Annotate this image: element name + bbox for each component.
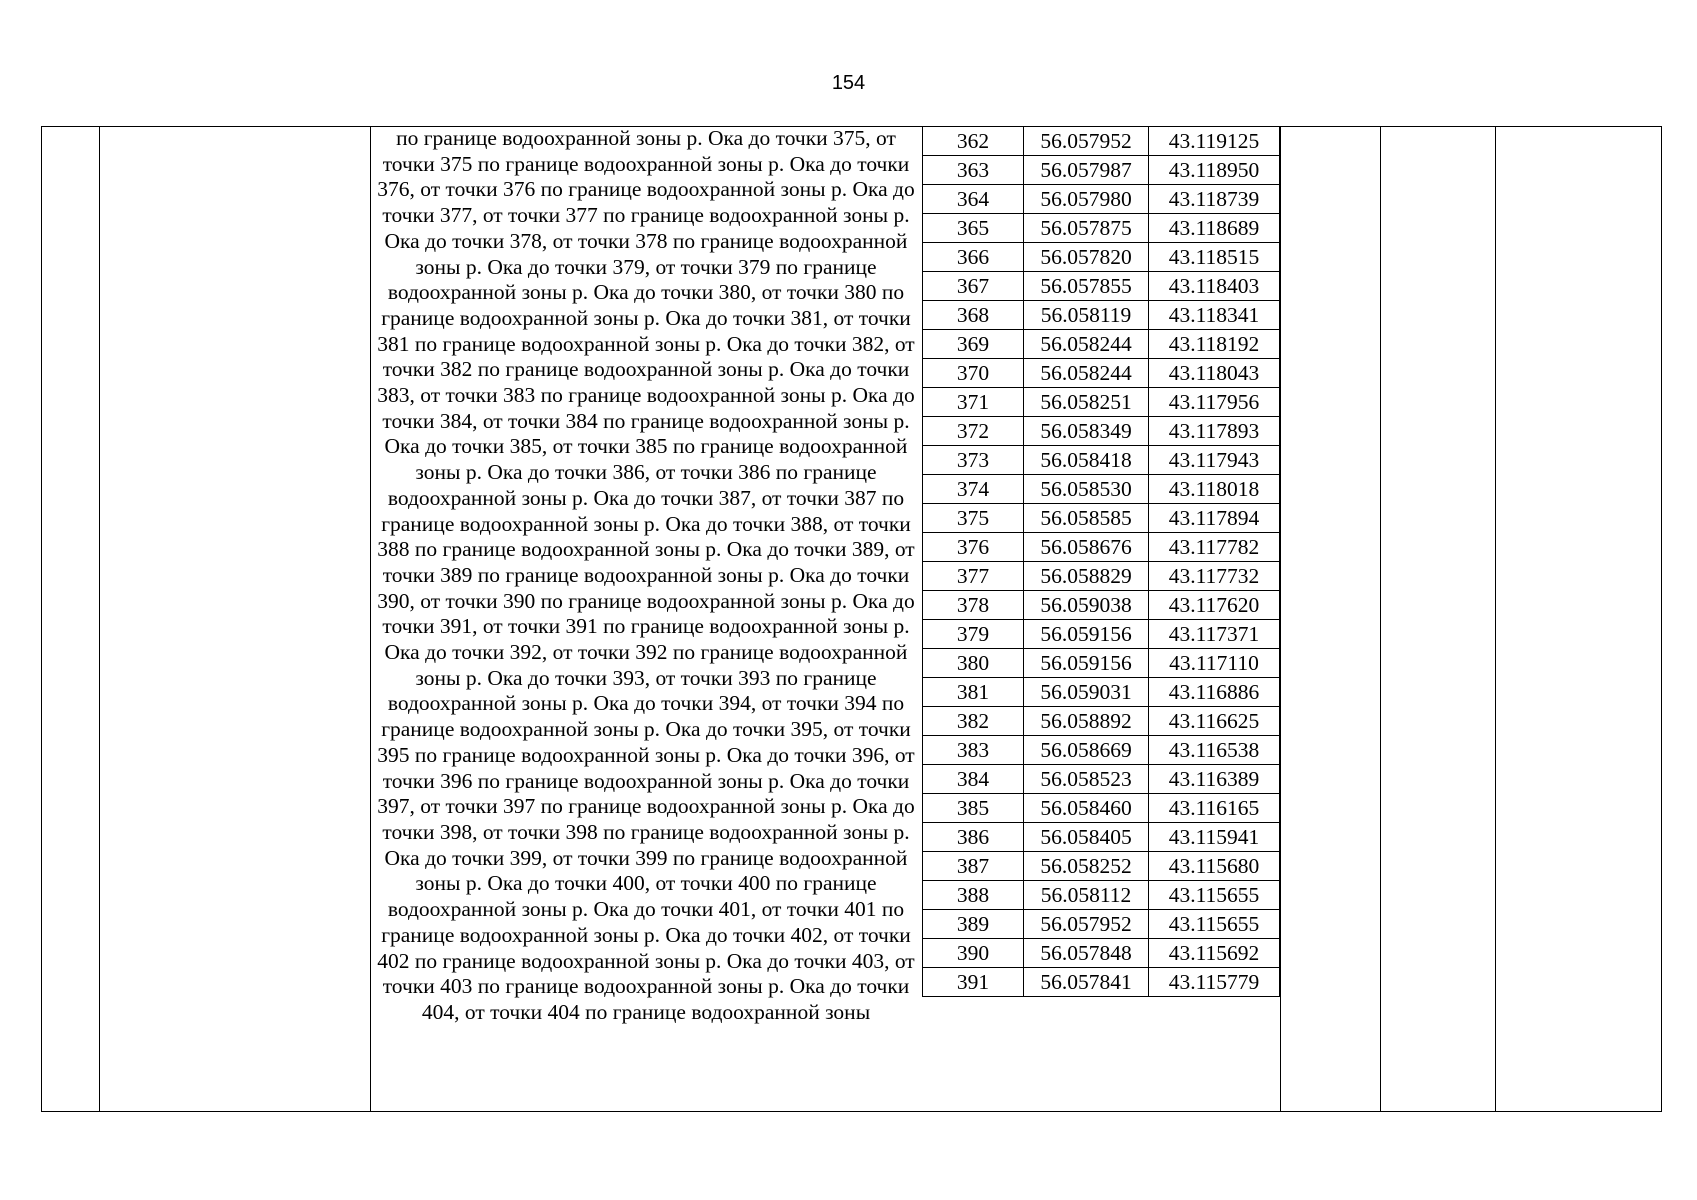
latitude-cell: 56.057952 (1024, 910, 1149, 939)
point-number-cell: 371 (923, 388, 1024, 417)
table-row (923, 156, 1280, 185)
table-row (923, 243, 1280, 272)
latitude-cell: 56.058530 (1024, 475, 1149, 504)
latitude-cell: 56.057875 (1024, 214, 1149, 243)
point-number-cell: 381 (923, 678, 1024, 707)
longitude-cell: 43.117893 (1149, 417, 1280, 446)
longitude-cell: 43.117782 (1149, 533, 1280, 562)
longitude-cell: 43.117371 (1149, 620, 1280, 649)
table-row (923, 620, 1280, 649)
longitude-cell: 43.115779 (1149, 968, 1280, 997)
longitude-cell: 43.117894 (1149, 504, 1280, 533)
latitude-cell: 56.058349 (1024, 417, 1149, 446)
table-row (923, 852, 1280, 881)
table-row (923, 939, 1280, 968)
longitude-cell: 43.118515 (1149, 243, 1280, 272)
table-row (923, 968, 1280, 997)
table-row (923, 475, 1280, 504)
longitude-cell: 43.118950 (1149, 156, 1280, 185)
table-row (923, 330, 1280, 359)
point-number-cell: 378 (923, 591, 1024, 620)
point-number-cell: 373 (923, 446, 1024, 475)
latitude-cell: 56.058460 (1024, 794, 1149, 823)
longitude-cell: 43.118403 (1149, 272, 1280, 301)
point-number-cell: 376 (923, 533, 1024, 562)
latitude-cell: 56.058585 (1024, 504, 1149, 533)
table-row (923, 301, 1280, 330)
column-divider (1495, 127, 1496, 1111)
table-row (923, 127, 1280, 156)
column-divider (1280, 127, 1281, 1111)
latitude-cell: 56.059031 (1024, 678, 1149, 707)
column-divider (1380, 127, 1381, 1111)
table-row (923, 359, 1280, 388)
latitude-cell: 56.057820 (1024, 243, 1149, 272)
longitude-cell: 43.117732 (1149, 562, 1280, 591)
latitude-cell: 56.058405 (1024, 823, 1149, 852)
latitude-cell: 56.057848 (1024, 939, 1149, 968)
latitude-cell: 56.057980 (1024, 185, 1149, 214)
latitude-cell: 56.058119 (1024, 301, 1149, 330)
longitude-cell: 43.116389 (1149, 765, 1280, 794)
longitude-cell: 43.117620 (1149, 591, 1280, 620)
longitude-cell: 43.118192 (1149, 330, 1280, 359)
table-row (923, 823, 1280, 852)
longitude-cell: 43.115680 (1149, 852, 1280, 881)
coordinates-table (922, 126, 1280, 997)
point-number-cell: 377 (923, 562, 1024, 591)
point-number-cell: 372 (923, 417, 1024, 446)
table-row (923, 794, 1280, 823)
table-row (923, 533, 1280, 562)
point-number-cell: 379 (923, 620, 1024, 649)
latitude-cell: 56.058676 (1024, 533, 1149, 562)
latitude-cell: 56.058523 (1024, 765, 1149, 794)
latitude-cell: 56.057841 (1024, 968, 1149, 997)
table-row (923, 736, 1280, 765)
table-row (923, 707, 1280, 736)
table-row (923, 388, 1280, 417)
latitude-cell: 56.057987 (1024, 156, 1149, 185)
longitude-cell: 43.119125 (1149, 127, 1280, 156)
longitude-cell: 43.117943 (1149, 446, 1280, 475)
point-number-cell: 368 (923, 301, 1024, 330)
point-number-cell: 369 (923, 330, 1024, 359)
column-divider (99, 127, 100, 1111)
table-row (923, 214, 1280, 243)
longitude-cell: 43.118043 (1149, 359, 1280, 388)
longitude-cell: 43.115655 (1149, 910, 1280, 939)
point-number-cell: 365 (923, 214, 1024, 243)
longitude-cell: 43.115655 (1149, 881, 1280, 910)
latitude-cell: 56.057952 (1024, 127, 1149, 156)
longitude-cell: 43.115941 (1149, 823, 1280, 852)
latitude-cell: 56.058252 (1024, 852, 1149, 881)
point-number-cell: 383 (923, 736, 1024, 765)
point-number-cell: 367 (923, 272, 1024, 301)
point-number-cell: 374 (923, 475, 1024, 504)
table-row (923, 881, 1280, 910)
longitude-cell: 43.118689 (1149, 214, 1280, 243)
latitude-cell: 56.058829 (1024, 562, 1149, 591)
point-number-cell: 384 (923, 765, 1024, 794)
longitude-cell: 43.116886 (1149, 678, 1280, 707)
table-row (923, 765, 1280, 794)
longitude-cell: 43.116538 (1149, 736, 1280, 765)
latitude-cell: 56.059156 (1024, 649, 1149, 678)
longitude-cell: 43.117110 (1149, 649, 1280, 678)
table-row (923, 591, 1280, 620)
latitude-cell: 56.058244 (1024, 359, 1149, 388)
table-row (923, 562, 1280, 591)
point-number-cell: 362 (923, 127, 1024, 156)
table-row (923, 417, 1280, 446)
point-number-cell: 382 (923, 707, 1024, 736)
point-number-cell: 389 (923, 910, 1024, 939)
table-row (923, 504, 1280, 533)
longitude-cell: 43.115692 (1149, 939, 1280, 968)
point-number-cell: 388 (923, 881, 1024, 910)
longitude-cell: 43.116165 (1149, 794, 1280, 823)
latitude-cell: 56.058418 (1024, 446, 1149, 475)
coordinates-table-body (923, 127, 1280, 997)
boundary-description: по границе водоохранной зоны р. Ока до точки 375, от точки 375 по границе водоохранной зоны р. Ока до точки 376, от точки 376 по границе водоохранной зоны р. Ока до точки 377, от точки 377 по границе водоохранной зоны р. Ока до точки 378, от точки 378 по границе водоохранной зоны р. Ока до точки 379, от точки 379 по границе водоохранной зоны р. Ока до точки 380, от точки 380 по границе водоохранной зоны р. Ока до точки 381, от точки 381 по границе водоохранной зоны р. Ока до точки 382, от точки 382 по границе водоохранной зоны р. Ока до точки 383, от точки 383 по границе водоохранной зоны р. Ока до точки 384, от точки 384 по границе водоохранной зоны р. Ока до точки 385, от точки 385 по границе водоохранной зоны р. Ока до точки 386, от точки 386 по границе водоохранной зоны р. Ока до точки 387, от точки 387 по границе водоохранной зоны р. Ока до точки 388, от точки 388 по границе водоохранной зоны р. Ока до точки 389, от точки 389 по границе водоохранной зоны р. Ока до точки 390, от точки 390 по границе водоохранной зоны р. Ока до точки 391, от точки 391 по границе водоохранной зоны р. Ока до точки 392, от точки 392 по границе водоохранной зоны р. Ока до точки 393, от точки 393 по границе водоохранной зоны р. Ока до точки 394, от точки 394 по границе водоохранной зоны р. Ока до точки 395, от точки 395 по границе водоохранной зоны р. Ока до точки 396, от точки 396 по границе водоохранной зоны р. Ока до точки 397, от точки 397 по границе водоохранной зоны р. Ока до точки 398, от точки 398 по границе водоохранной зоны р. Ока до точки 399, от точки 399 по границе водоохранной зоны р. Ока до точки 400, от точки 400 по границе водоохранной зоны р. Ока до точки 401, от точки 401 по границе водоохранной зоны р. Ока до точки 402, от точки 402 по границе водоохранной зоны р. Ока до точки 403, от точки 403 по границе водоохранной зоны р. Ока до точки 404, от точки 404 по границе водоохранной зоны (377, 126, 915, 1024)
latitude-cell: 56.058251 (1024, 388, 1149, 417)
point-number-cell: 375 (923, 504, 1024, 533)
latitude-cell: 56.058112 (1024, 881, 1149, 910)
point-number-cell: 386 (923, 823, 1024, 852)
point-number-cell: 387 (923, 852, 1024, 881)
latitude-cell: 56.057855 (1024, 272, 1149, 301)
latitude-cell: 56.058669 (1024, 736, 1149, 765)
table-row (923, 446, 1280, 475)
point-number-cell: 370 (923, 359, 1024, 388)
longitude-cell: 43.116625 (1149, 707, 1280, 736)
latitude-cell: 56.059038 (1024, 591, 1149, 620)
point-number-cell: 364 (923, 185, 1024, 214)
longitude-cell: 43.118739 (1149, 185, 1280, 214)
point-number-cell: 385 (923, 794, 1024, 823)
table-row (923, 272, 1280, 301)
latitude-cell: 56.058244 (1024, 330, 1149, 359)
longitude-cell: 43.118018 (1149, 475, 1280, 504)
longitude-cell: 43.117956 (1149, 388, 1280, 417)
table-row (923, 678, 1280, 707)
point-number-cell: 391 (923, 968, 1024, 997)
table-row (923, 910, 1280, 939)
longitude-cell: 43.118341 (1149, 301, 1280, 330)
point-number-cell: 380 (923, 649, 1024, 678)
table-row (923, 185, 1280, 214)
point-number-cell: 390 (923, 939, 1024, 968)
latitude-cell: 56.058892 (1024, 707, 1149, 736)
latitude-cell: 56.059156 (1024, 620, 1149, 649)
point-number-cell: 363 (923, 156, 1024, 185)
table-row (923, 649, 1280, 678)
page-number: 154 (831, 72, 866, 94)
point-number-cell: 366 (923, 243, 1024, 272)
